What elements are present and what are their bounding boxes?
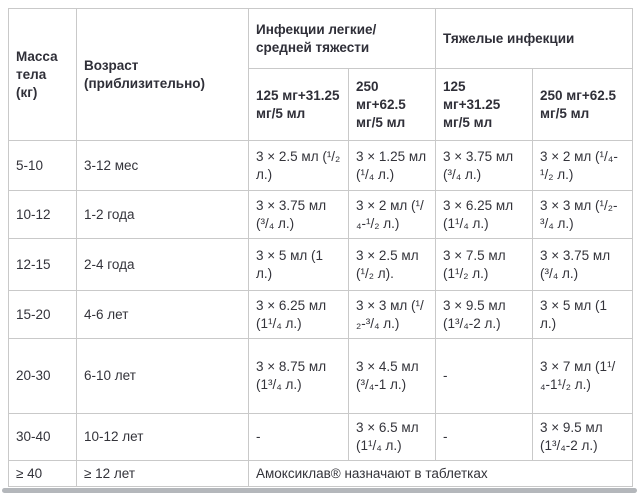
table-row	[9, 191, 633, 239]
dose-cell: 3 × 2 мл (¹/₄-¹/₂ л.)	[349, 191, 436, 239]
mass-cell: 10-12	[9, 191, 77, 239]
mass-cell: ≥ 40	[9, 461, 77, 487]
mass-cell: 20-30	[9, 339, 77, 414]
dose-cell: 3 × 5 мл (1 л.)	[249, 239, 349, 291]
horizontal-scrollbar[interactable]	[2, 488, 637, 493]
dosage-table	[8, 8, 633, 487]
dose-cell: 3 × 9.5 мл (1³/₄-2 л.)	[436, 291, 533, 339]
dose-cell: 3 × 3 мл (¹/₂-³/₄ л.)	[349, 291, 436, 339]
header-strength-severe-125: 125 мг+31.25 мг/5 мл	[436, 69, 533, 141]
dose-cell: 3 × 4.5 мл (³/₄-1 л.)	[349, 339, 436, 414]
header-age: Возраст (приблизительно)	[77, 9, 249, 141]
dose-cell: 3 × 3.75 мл (³/₄ л.)	[436, 141, 533, 191]
age-cell: 10-12 лет	[77, 414, 249, 461]
table-row	[9, 141, 633, 191]
dose-cell: 3 × 9.5 мл (1³/₄-2 л.)	[533, 414, 633, 461]
dose-cell: 3 × 2.5 мл (¹/₂ л).	[349, 239, 436, 291]
table-row	[9, 339, 633, 414]
dose-cell: -	[436, 414, 533, 461]
dose-cell: 3 × 2.5 мл (¹/₂ л.)	[249, 141, 349, 191]
table-row	[9, 291, 633, 339]
header-strength-severe-250: 250 мг+62.5 мг/5 мл	[533, 69, 633, 141]
table-row-tablets	[9, 461, 633, 487]
age-cell: 4-6 лет	[77, 291, 249, 339]
dose-cell: 3 × 7.5 мл (1¹/₂ л.)	[436, 239, 533, 291]
mass-cell: 5-10	[9, 141, 77, 191]
tablets-note-cell: Амоксиклав® назначают в таблетках	[249, 461, 633, 487]
age-cell: 1-2 года	[77, 191, 249, 239]
table-row	[9, 414, 633, 461]
header-strength-mild-250: 250 мг+62.5 мг/5 мл	[349, 69, 436, 141]
dose-cell: 3 × 3.75 мл (³/₄ л.)	[249, 191, 349, 239]
mass-cell: 15-20	[9, 291, 77, 339]
dose-cell: 3 × 3 мл (¹/₂-³/₄ л.)	[533, 191, 633, 239]
dose-cell: 3 × 6.25 мл (1¹/₄ л.)	[249, 291, 349, 339]
header-strength-mild-125: 125 мг+31.25 мг/5 мл	[249, 69, 349, 141]
dose-cell: 3 × 6.5 мл (1¹/₄ л.)	[349, 414, 436, 461]
dose-cell: 3 × 8.75 мл (1³/₄ л.)	[249, 339, 349, 414]
dose-cell: 3 × 1.25 мл (¹/₄ л.)	[349, 141, 436, 191]
age-cell: 3-12 мес	[77, 141, 249, 191]
table-row	[9, 239, 633, 291]
mass-cell: 12-15	[9, 239, 77, 291]
header-group-row	[9, 9, 633, 69]
header-group-severe-infections: Тяжелые инфекции	[436, 9, 633, 69]
dose-cell: 3 × 7 мл (1¹/₄-1¹/₂ л.)	[533, 339, 633, 414]
age-cell: ≥ 12 лет	[77, 461, 249, 487]
dose-cell: 3 × 3.75 мл (³/₄ л.)	[533, 239, 633, 291]
dose-cell: 3 × 2 мл (¹/₄-¹/₂ л.)	[533, 141, 633, 191]
age-cell: 6-10 лет	[77, 339, 249, 414]
dose-cell: -	[436, 339, 533, 414]
dose-cell: -	[249, 414, 349, 461]
age-cell: 2-4 года	[77, 239, 249, 291]
header-group-mild-infections: Инфекции легкие/средней тяжести	[249, 9, 436, 69]
dose-cell: 3 × 6.25 мл (1¹/₄ л.)	[436, 191, 533, 239]
header-mass: Масса тела (кг)	[9, 9, 77, 141]
dose-cell: 3 × 5 мл (1 л.)	[533, 291, 633, 339]
mass-cell: 30-40	[9, 414, 77, 461]
